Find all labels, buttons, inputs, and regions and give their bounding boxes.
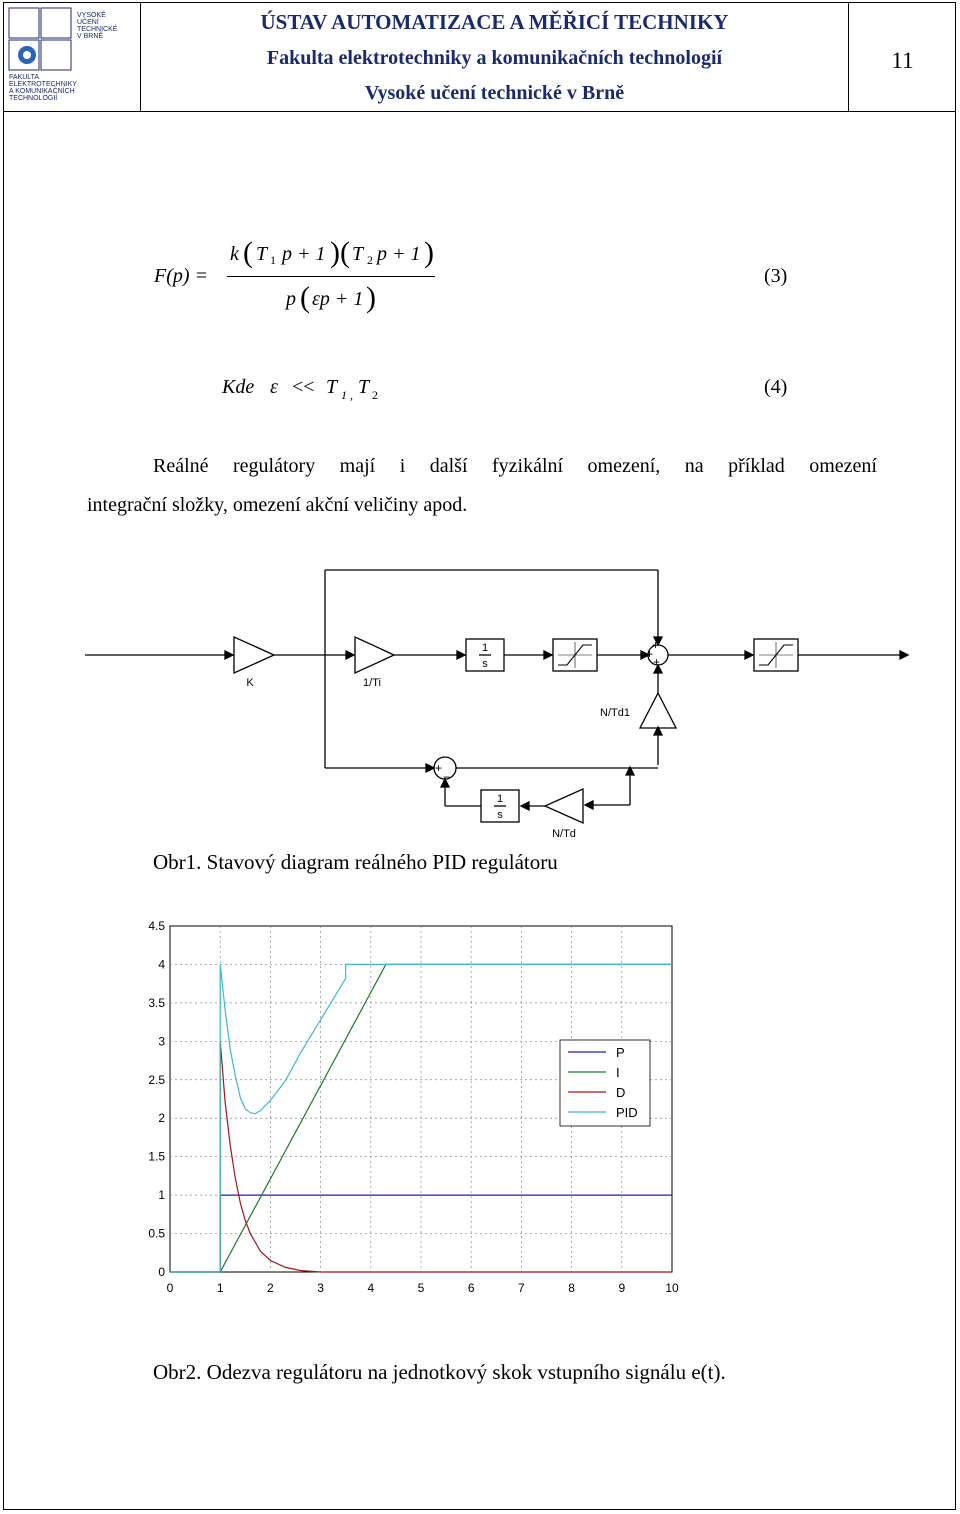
y-tick-label: 1 [158,1188,165,1203]
legend-label: PID [616,1105,638,1120]
gain-ntd1-label: N/Td1 [600,707,630,719]
eq4-number: (4) [764,376,788,398]
logo-top-line: VYSOKÉ [77,12,106,19]
arrow-head [426,764,434,772]
x-tick-label: 5 [417,1281,425,1295]
x-tick-label: 2 [267,1281,274,1295]
logo-top-line: V BRNĚ [77,33,104,40]
paragraph-line-2: integrační složky, omezení akční veličiny apod. [87,494,468,516]
page-header [3,2,956,112]
x-tick-label: 0 [166,1281,174,1295]
eq3-number: (3) [764,265,788,287]
response-chart [130,910,700,1330]
eq3-lhs: F(p) = [154,265,209,287]
eq4-t2: T [358,376,370,398]
eq3-t2: T [352,243,364,265]
y-tick-label: 3 [158,1034,165,1049]
eq4-t1: T [326,376,338,398]
x-tick-label: 7 [518,1281,525,1295]
faculty-title: Fakulta elektrotechniky a komunikačních technologií [266,47,723,69]
x-tick-label: 9 [618,1281,626,1295]
eq3-p1: p + 1 [282,243,326,265]
sum-sign: + [435,761,443,775]
logo-bottom-line: ELEKTROTECHNIKY [9,81,78,88]
eq3-sub1: 1 [270,253,276,267]
y-tick-label: 3.5 [148,995,165,1010]
y-tick-label: 4 [158,957,165,972]
arrow-head [585,801,593,809]
integrator-num: 1 [481,642,489,654]
eq4-eps: ε [270,376,278,398]
integrator-den: s [497,809,503,821]
y-tick-label: 0 [158,1265,165,1279]
logo-top-line: TECHNICKÉ [77,26,118,33]
y-tick-label: 2.5 [148,1072,165,1087]
fraction-bar [227,276,435,277]
eq4-sub2: 2 [372,388,378,402]
x-tick-label: 1 [216,1281,224,1295]
arrow-head [225,651,233,659]
arrow-head [521,802,529,810]
x-tick-label: 10 [665,1281,679,1295]
y-tick-label: 2 [158,1111,165,1126]
university-logo [3,2,141,112]
legend-label: D [616,1085,626,1100]
legend-label: I [616,1065,620,1080]
y-tick-label: 1.5 [148,1149,165,1164]
x-tick-label: 6 [467,1281,475,1295]
y-tick-label: 0.5 [148,1226,165,1241]
logo-bottom-line: TECHNOLOGIÍ [9,95,58,102]
x-tick-label: 8 [568,1281,575,1295]
sum-sign: − [443,770,451,784]
eq3-k: k [230,243,239,265]
pid-block-diagram [80,565,915,845]
institute-title: ÚSTAV AUTOMATIZACE A MĚŘICÍ TECHNIKY [260,10,729,34]
header-titles [141,2,849,112]
gain-ntd-label: N/Td [552,828,576,840]
figure-2-caption: Obr2. Odezva regulátoru na jednotkový skok vstupního signálu e(t). [153,1360,726,1384]
integrator-num: 1 [496,793,504,805]
x-tick-label: 3 [317,1281,324,1295]
page-number: 11 [891,48,914,73]
gain-k-block [234,637,274,673]
gain-ntd-block [545,789,583,823]
arrow-head [457,651,465,659]
gain-ti-block [355,637,394,673]
eq4-sub1: 1 , [341,388,353,402]
x-tick-label: 4 [367,1281,375,1295]
sum-sign: + [653,655,661,669]
arrow-head [900,651,908,659]
gain-ti-label: 1/Ti [363,677,381,689]
legend-label: P [616,1045,625,1060]
arrow-head [346,651,354,659]
eq3-t1: T [256,243,268,265]
eq3-sub2: 2 [367,253,373,267]
arrow-head [745,651,753,659]
integrator-den: s [482,658,488,670]
figure-1-caption: Obr1. Stavový diagram reálného PID regulátoru [153,850,558,874]
university-title: Vysoké učení technické v Brně [364,82,625,104]
eq3-den-p: p [286,288,296,310]
logo-bottom-line: FAKULTA [9,74,40,81]
eq4-rel: << [292,376,315,398]
logo-bottom-line: A KOMUNIKAČNÍCH [9,88,75,95]
gain-ntd1-block [640,693,676,728]
sum-sign: + [646,647,654,661]
logo-top-line: UČENÍ [77,19,99,26]
gain-k-label: K [246,677,254,689]
sum-sign: + [652,638,660,652]
arrow-head [544,651,552,659]
eq4-kde: Kde [222,376,255,398]
eq3-p2: p + 1 [377,243,421,265]
eq3-den-eps: εp + 1 [312,288,364,310]
paragraph-line-1: Reálné regulátory mají i další fyzikální omezení, na příklad omezení [153,455,877,477]
y-tick-label: 4.5 [148,919,165,933]
